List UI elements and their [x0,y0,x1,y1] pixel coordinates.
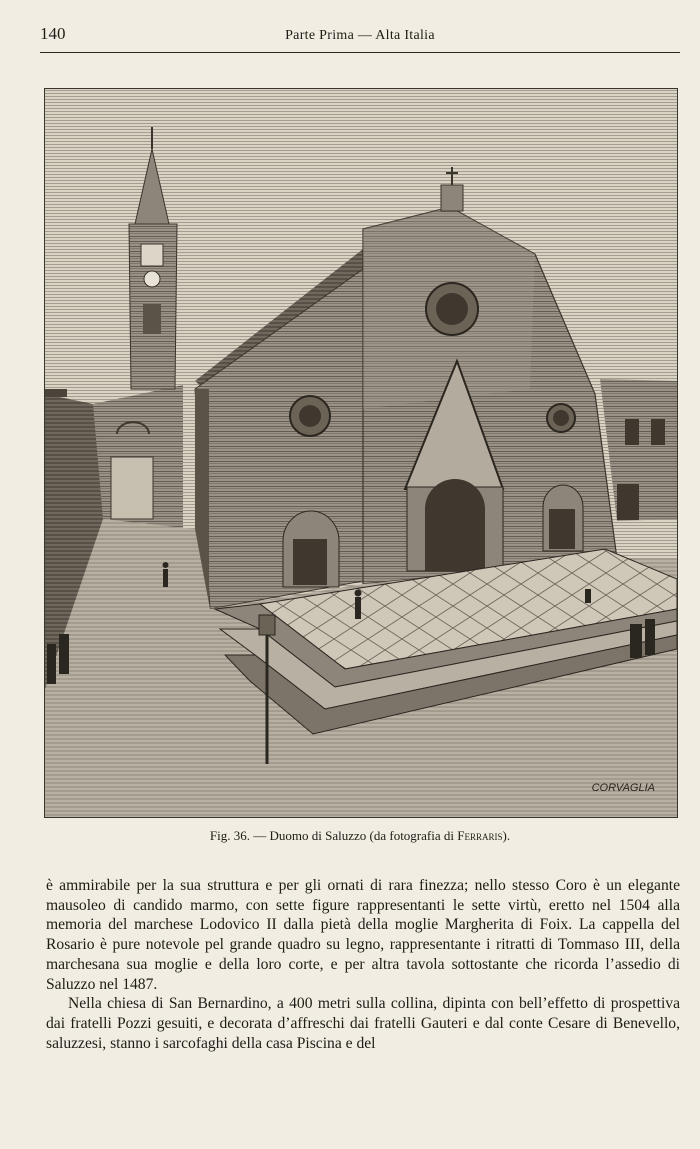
page-header [40,22,680,53]
paragraph-1: è ammirabile per la sua struttura e per gli ornati di rara finezza; nello stesso Coro è un elegante mausoleo di candido marmo, con sette figure rappresentanti le sette virtù, eretto nel 1504 alla memoria del marchese Lodovico II dalla pietà della moglie Margherita di Foix. La cappella del Rosario è pure notevole pel grande quadro su legno, rappresentante i ritratti di Tommaso III, della marchesana sua moglie e della loro corte, e per altra tavola sottostante che ricorda l’assedio di Saluzzo nel 1487. [46,877,680,993]
caption-suffix: ). [502,828,511,843]
caption-text: Fig. 36. — Duomo di Saluzzo (da fotografia di [209,828,458,843]
paragraph-2: Nella chiesa di San Bernardino, a 400 metri sulla collina, dipinta con bell’effetto di prospettiva dai fratelli Pozzi gesuiti, e decorata d’affreschi dai fratelli Gauteri e dal conte Cesare di Benevello, saluzzesi, stanno i sarcofaghi della casa Piscina e del [46,995,680,1052]
body-text [46,876,680,1053]
page-number: 140 [40,24,66,43]
running-head: Parte Prima — Alta Italia [285,28,435,43]
figure-engraving [44,88,678,818]
cathedral-engraving [45,89,677,817]
figure-caption [40,828,680,844]
caption-photographer: Ferraris [457,828,503,843]
engraver-signature: CORVAGLIA [591,782,655,794]
